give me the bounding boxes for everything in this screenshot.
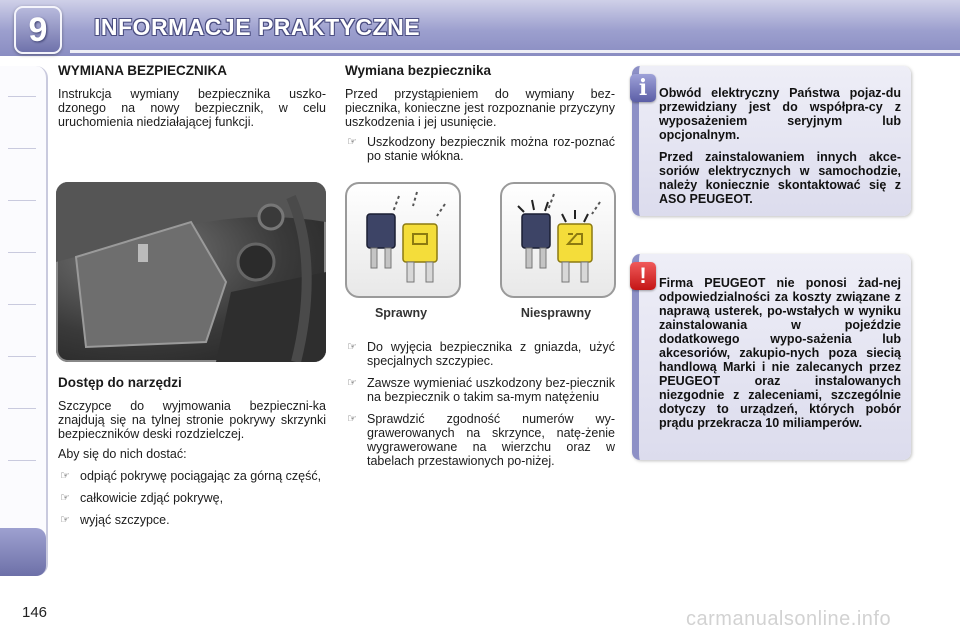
chapter-tab[interactable] — [8, 200, 36, 201]
info-paragraph: Obwód elektryczny Państwa pojaz-du przewidziany jest do współpra-cy z wyposażeniem seryjnym lub opcjonalnym. — [659, 86, 901, 142]
chapter-tab-active[interactable] — [0, 528, 46, 576]
tools-steps — [58, 469, 326, 527]
section-title: Wymiana bezpiecznika — [345, 63, 492, 78]
intro-text: Przed przystąpieniem do wymiany bez-piecznika, konieczne jest rozpoznanie przyczyny uszkodzenia i jej usunięcie. — [345, 87, 615, 129]
chapter-tab[interactable] — [8, 408, 36, 409]
fuse-good-label: Sprawny — [374, 306, 428, 320]
warning-icon: ! — [630, 262, 656, 290]
list-item: ☞ wyjąć szczypce. — [58, 513, 326, 527]
fuse-bad-label: Niesprawny — [520, 306, 592, 320]
header-underline — [70, 50, 960, 53]
intro-text: Instrukcja wymiany bezpiecznika uszko-dzonego na nowy bezpiecznik, w celu uruchomienia niedziałającej funkcji. — [58, 87, 326, 129]
page-title: INFORMACJE PRAKTYCZNE — [94, 14, 421, 40]
chapter-tab[interactable] — [8, 252, 36, 253]
chapter-tab[interactable] — [8, 356, 36, 357]
fuse-bad-illustration — [500, 182, 616, 298]
info-icon: i — [630, 74, 656, 102]
chapter-tabs — [0, 66, 48, 576]
tools-lead: Aby się do nich dostać: — [58, 447, 187, 461]
watermark: carmanualsonline.info — [686, 608, 892, 630]
chapter-tab[interactable] — [8, 148, 36, 149]
intro-bullets — [345, 135, 615, 163]
page-number: 146 — [22, 604, 48, 621]
chapter-tab[interactable] — [8, 304, 36, 305]
left-column — [58, 64, 326, 135]
chapter-tab[interactable] — [8, 460, 36, 461]
info-panel — [632, 66, 911, 216]
list-item: ☞ Do wyjęcia bezpiecznika z gniazda, użyć specjalnych szczypiec. — [345, 340, 615, 368]
list-item: ☞ Zawsze wymieniać uszkodzony bez-piecznik na bezpiecznik o takim sa-mym natężeniu — [345, 376, 615, 404]
steps-list — [345, 340, 615, 468]
chapter-badge: 9 — [14, 6, 62, 54]
warning-panel — [632, 254, 911, 460]
dashboard-illustration — [56, 182, 326, 362]
fuse-good-icon — [347, 184, 459, 296]
tools-title: Dostęp do narzędzi — [58, 375, 182, 390]
list-item: ☞ Uszkodzony bezpiecznik można roz-poznać po stanie włókna. — [345, 135, 615, 163]
middle-column — [345, 64, 615, 171]
warning-text: Firma PEUGEOT nie ponosi żad-nej odpowiedzialności za koszty związane z naprawą usterek, po-wstałych w wyniku zainstalowania w pojeździe dodatkowego wypo-sażenia lub akcesoriów, zakupio-nych poza siecią handlową Marki i nie zalecanych przez PEUGEOT oraz instalowanych niezgodnie z zaleceniami, szczególnie dotyczy to urządzeń, których pobór prądu przekracza 10 miliamperów. — [659, 276, 901, 430]
fuse-bad-icon — [502, 184, 614, 296]
info-paragraph: Przed zainstalowaniem innych akce-soriów elektrycznych w samochodzie, należy koniecznie skontaktować się z ASO PEUGEOT. — [659, 150, 901, 206]
chapter-tab[interactable] — [8, 96, 36, 97]
fuse-good-illustration — [345, 182, 461, 298]
tools-text: Szczypce do wyjmowania bezpieczni-ka znajdują się na tylnej stronie pokrywy skrzynki bezpieczników deski rozdzielczej. — [58, 399, 326, 441]
section-title: WYMIANA BEZPIECZNIKA — [58, 63, 227, 78]
list-item: ☞ Sprawdzić zgodność numerów wy-grawerowanych na skrzynce, natę-żenie wygrawerowane na wierzchu oraz w tabelach przestawionych po-niżej. — [345, 412, 615, 468]
list-item: ☞ odpiąć pokrywę pociągając za górną część, — [58, 469, 326, 483]
list-item: ☞ całkowicie zdjąć pokrywę, — [58, 491, 326, 505]
replacement-steps — [345, 340, 615, 476]
tools-section — [58, 376, 326, 535]
dashboard-fusebox-photo — [56, 182, 326, 362]
